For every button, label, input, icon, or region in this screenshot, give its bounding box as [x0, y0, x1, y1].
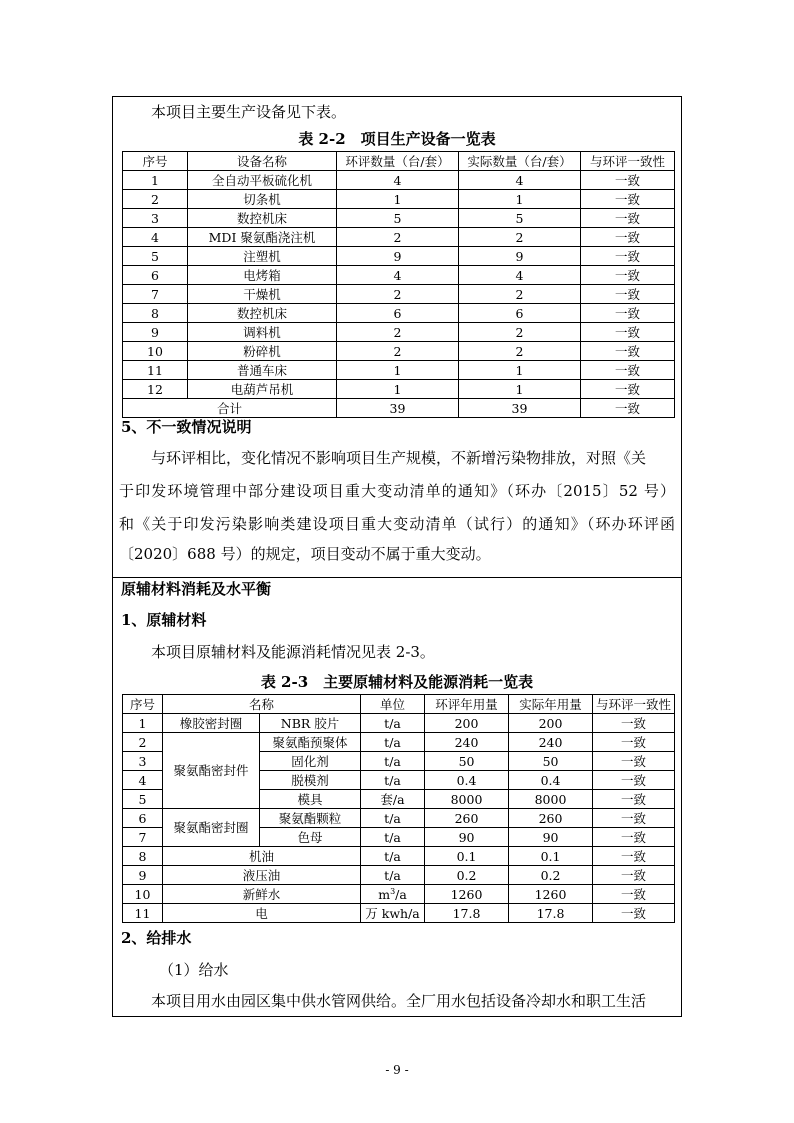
- col-header: 设备名称: [188, 152, 337, 171]
- cell: t/a: [361, 771, 425, 790]
- page-number: - 9 -: [385, 1063, 409, 1077]
- cell: 8: [123, 304, 188, 323]
- cell: 9: [123, 866, 163, 885]
- table-row: [123, 266, 675, 285]
- cell: 一致: [593, 866, 675, 885]
- total-eia: 39: [337, 399, 459, 418]
- cell: 一致: [581, 209, 675, 228]
- cell: 新鲜水: [163, 885, 361, 904]
- cell: 2: [123, 190, 188, 209]
- group-label: 橡胶密封圈: [163, 714, 260, 733]
- cell: 液压油: [163, 866, 361, 885]
- cell: 2: [337, 285, 459, 304]
- cell: 电葫芦吊机: [188, 380, 337, 399]
- total-consistency: 一致: [581, 399, 675, 418]
- cell: 0.4: [509, 771, 593, 790]
- cell: t/a: [361, 847, 425, 866]
- cell: 电: [163, 904, 361, 923]
- cell: 一致: [593, 771, 675, 790]
- cell: 7: [123, 285, 188, 304]
- cell: 4: [337, 266, 459, 285]
- cell: 2: [459, 342, 581, 361]
- table-row: [123, 323, 675, 342]
- cell: 7: [123, 828, 163, 847]
- cell: 240: [509, 733, 593, 752]
- section-5-line-3: 和《关于印发污染影响类建设项目重大变动清单（试行）的通知》（环办环评函: [119, 515, 675, 533]
- cell: 一致: [593, 790, 675, 809]
- cell: 2: [459, 323, 581, 342]
- cell: t/a: [361, 733, 425, 752]
- cell: 8: [123, 847, 163, 866]
- cell: t/a: [361, 866, 425, 885]
- table-row: [123, 342, 675, 361]
- unit-superscript: 3: [390, 886, 396, 896]
- cell: 260: [509, 809, 593, 828]
- cell: 11: [123, 904, 163, 923]
- cell: 万 kwh/a: [361, 904, 425, 923]
- table-header-row: [123, 152, 675, 171]
- cell: 5: [123, 790, 163, 809]
- cell: 干燥机: [188, 285, 337, 304]
- cell: 4: [123, 771, 163, 790]
- cell: 一致: [581, 361, 675, 380]
- cell: 一致: [593, 809, 675, 828]
- cell: 17.8: [509, 904, 593, 923]
- col-header: 实际年用量: [509, 695, 593, 714]
- cell: 色母: [260, 828, 361, 847]
- cell: 一致: [581, 380, 675, 399]
- table-row: [123, 285, 675, 304]
- cell: 3: [123, 752, 163, 771]
- cell: 固化剂: [260, 752, 361, 771]
- cell: 套/a: [361, 790, 425, 809]
- col-header: 环评年用量: [425, 695, 509, 714]
- cell: 一致: [593, 885, 675, 904]
- total-actual: 39: [459, 399, 581, 418]
- cell: 9: [337, 247, 459, 266]
- table-2-2-caption: 表 2-2 项目生产设备一览表: [298, 130, 496, 148]
- cell: 4: [459, 171, 581, 190]
- cell: 260: [425, 809, 509, 828]
- cell: 5: [459, 209, 581, 228]
- col-header: 序号: [123, 152, 188, 171]
- cell: 一致: [593, 904, 675, 923]
- cell: 50: [509, 752, 593, 771]
- cell: 11: [123, 361, 188, 380]
- cell: 电烤箱: [188, 266, 337, 285]
- cell: 2: [459, 285, 581, 304]
- cell: 90: [425, 828, 509, 847]
- cell: 12: [123, 380, 188, 399]
- unit-base: m: [378, 886, 391, 902]
- cell: 注塑机: [188, 247, 337, 266]
- cell: 5: [337, 209, 459, 228]
- cell: 2: [459, 228, 581, 247]
- cell: 2: [337, 228, 459, 247]
- section-divider: [113, 577, 681, 578]
- cell: 一致: [593, 828, 675, 847]
- cell: 调料机: [188, 323, 337, 342]
- cell: 一致: [581, 190, 675, 209]
- cell: 0.4: [425, 771, 509, 790]
- cell: 1: [123, 171, 188, 190]
- cell: t/a: [361, 714, 425, 733]
- equipment-table: [122, 151, 675, 418]
- cell: 聚氨酯预聚体: [260, 733, 361, 752]
- cell: 8000: [425, 790, 509, 809]
- cell: 1: [337, 361, 459, 380]
- col-header: 序号: [123, 695, 163, 714]
- table-row: [123, 247, 675, 266]
- cell: 粉碎机: [188, 342, 337, 361]
- cell: 6: [123, 809, 163, 828]
- table-row: [123, 904, 675, 923]
- cell: 240: [425, 733, 509, 752]
- cell: t/a: [361, 752, 425, 771]
- cell: 6: [337, 304, 459, 323]
- materials-subheading: 1、原辅材料: [121, 611, 207, 629]
- table-total-row: [123, 399, 675, 418]
- cell: 1: [459, 190, 581, 209]
- cell: NBR 胶片: [260, 714, 361, 733]
- cell: 8000: [509, 790, 593, 809]
- cell: 1: [459, 380, 581, 399]
- cell: MDI 聚氨酯浇注机: [188, 228, 337, 247]
- cell: 1: [459, 361, 581, 380]
- table-row: [123, 171, 675, 190]
- cell: 200: [509, 714, 593, 733]
- group-label: 聚氨酯密封圈: [163, 809, 260, 847]
- water-subheading: （1）给水: [159, 961, 229, 979]
- cell: 一致: [593, 714, 675, 733]
- cell: 6: [123, 266, 188, 285]
- table-row: [123, 847, 675, 866]
- table-header-row: [123, 695, 675, 714]
- cell: 普通车床: [188, 361, 337, 380]
- cell: 9: [459, 247, 581, 266]
- cell: t/a: [361, 828, 425, 847]
- content-frame: [112, 96, 682, 1017]
- table-row: [123, 190, 675, 209]
- cell: 聚氨酯颗粒: [260, 809, 361, 828]
- water-heading: 2、给排水: [121, 929, 192, 947]
- materials-table: [122, 694, 675, 923]
- cell: 一致: [581, 304, 675, 323]
- cell: 0.2: [509, 866, 593, 885]
- table-row: [123, 733, 675, 752]
- intro-text: 本项目主要生产设备见下表。: [151, 103, 347, 121]
- cell: 5: [123, 247, 188, 266]
- table-row: [123, 361, 675, 380]
- cell: 一致: [593, 847, 675, 866]
- cell: 1: [337, 380, 459, 399]
- col-header: 与环评一致性: [581, 152, 675, 171]
- cell: 17.8: [425, 904, 509, 923]
- cell: 4: [123, 228, 188, 247]
- cell: t/a: [361, 809, 425, 828]
- cell: 6: [459, 304, 581, 323]
- cell: 一致: [581, 171, 675, 190]
- col-header: 环评数量（台/套）: [337, 152, 459, 171]
- section-5-line-1: 与环评相比，变化情况不影响项目生产规模，不新增污染物排放，对照《关: [151, 449, 647, 467]
- unit-tail: /a: [395, 886, 407, 902]
- cell: 一致: [593, 752, 675, 771]
- cell: 一致: [581, 266, 675, 285]
- table-row: [123, 228, 675, 247]
- cell: 数控机床: [188, 209, 337, 228]
- cell: 50: [425, 752, 509, 771]
- cell: 机油: [163, 847, 361, 866]
- cell: 1260: [425, 885, 509, 904]
- cell: 一致: [581, 285, 675, 304]
- section-5-line-2: 于印发环境管理中部分建设项目重大变动清单的通知》（环办〔2015〕52 号）: [119, 482, 675, 500]
- cell: 0.1: [425, 847, 509, 866]
- table-row: [123, 380, 675, 399]
- cell: 一致: [581, 342, 675, 361]
- cell: 10: [123, 885, 163, 904]
- table-row: [123, 885, 675, 904]
- cell: 90: [509, 828, 593, 847]
- cell: 1260: [509, 885, 593, 904]
- cell: 2: [337, 323, 459, 342]
- table-row: [123, 209, 675, 228]
- cell: 4: [459, 266, 581, 285]
- cell: 脱模剂: [260, 771, 361, 790]
- cell: 2: [337, 342, 459, 361]
- table-row: [123, 809, 675, 828]
- cell: 10: [123, 342, 188, 361]
- section-5-heading: 5、不一致情况说明: [121, 418, 252, 436]
- cell: 一致: [581, 228, 675, 247]
- water-text: 本项目用水由园区集中供水管网供给。全厂用水包括设备冷却水和职工生活: [151, 992, 647, 1010]
- table-row: [123, 304, 675, 323]
- cell: 9: [123, 323, 188, 342]
- section-5-line-4: 〔2020〕688 号）的规定，项目变动不属于重大变动。: [119, 545, 491, 563]
- group-label: 聚氨酯密封件: [163, 733, 260, 809]
- col-header: 与环评一致性: [593, 695, 675, 714]
- cell: 0.1: [509, 847, 593, 866]
- cell: 200: [425, 714, 509, 733]
- cell: 3: [123, 209, 188, 228]
- unit-cell: [361, 885, 425, 904]
- cell: 2: [123, 733, 163, 752]
- cell: 4: [337, 171, 459, 190]
- col-header: 单位: [361, 695, 425, 714]
- total-label: 合计: [123, 399, 337, 418]
- cell: 一致: [581, 323, 675, 342]
- materials-intro: 本项目原辅材料及能源消耗情况见表 2-3。: [151, 643, 435, 661]
- table-row: [123, 714, 675, 733]
- cell: 0.2: [425, 866, 509, 885]
- table-row: [123, 866, 675, 885]
- cell: 一致: [581, 247, 675, 266]
- cell: 一致: [593, 733, 675, 752]
- materials-title: 原辅材料消耗及水平衡: [121, 580, 272, 598]
- cell: 切条机: [188, 190, 337, 209]
- cell: 1: [337, 190, 459, 209]
- cell: 1: [123, 714, 163, 733]
- col-header: 名称: [163, 695, 361, 714]
- cell: 模具: [260, 790, 361, 809]
- table-2-3-caption: 表 2-3 主要原辅材料及能源消耗一览表: [260, 673, 534, 691]
- col-header: 实际数量（台/套）: [459, 152, 581, 171]
- cell: 全自动平板硫化机: [188, 171, 337, 190]
- cell: 数控机床: [188, 304, 337, 323]
